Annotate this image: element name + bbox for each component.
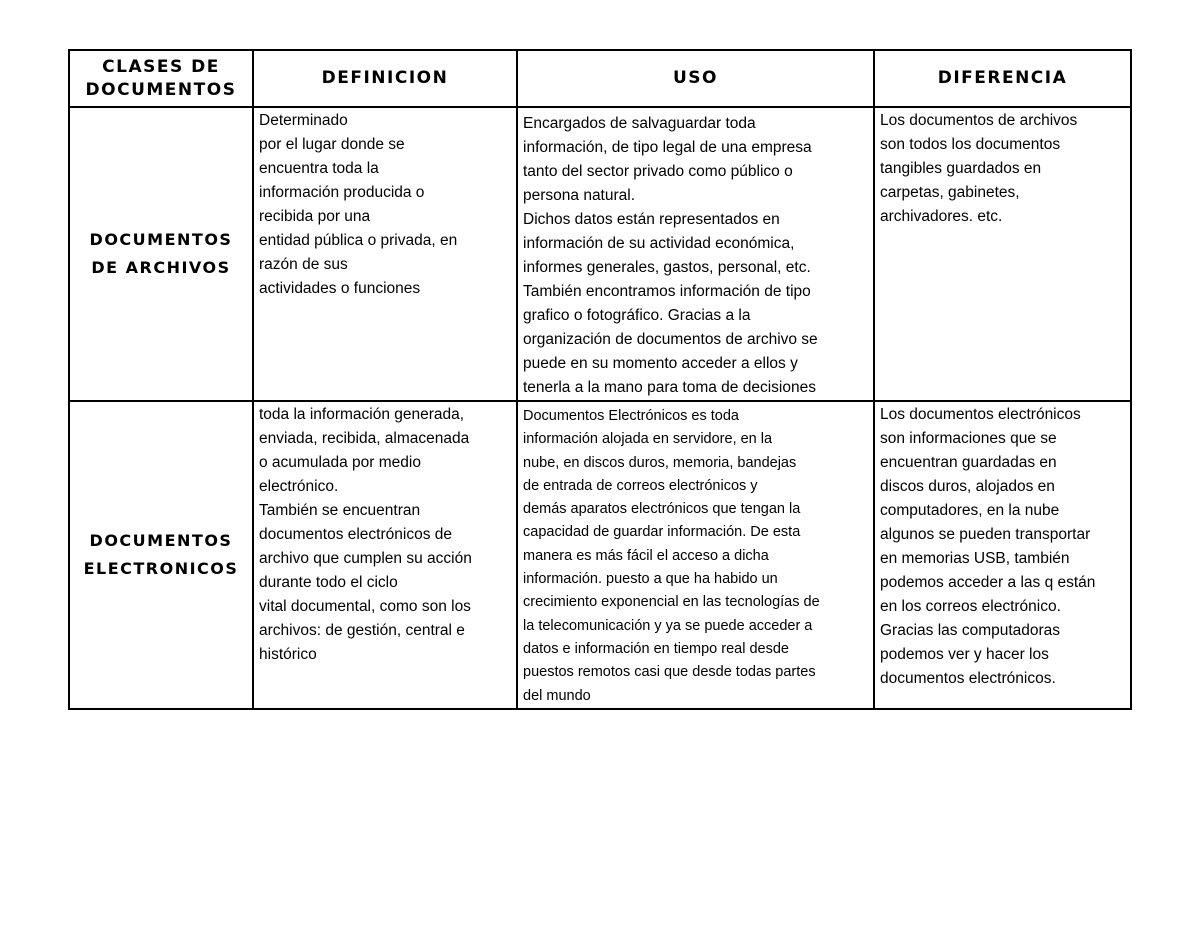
row-label-documentos-archivos: DOCUMENTOS DE ARCHIVOS xyxy=(89,230,233,277)
cell-diferencia-electronicos: Los documentos electrónicos son informaciones que se encuentran guardadas en discos duros, alojados en computadores, en la nube algunos se pueden transportar en memorias USB, también podemos acceder a las q están en los correos electrónico. Gracias las computadoras podemos ver y hacer los documentos electrónicos. xyxy=(880,406,1096,687)
column-divider xyxy=(252,49,254,710)
cell-definicion-electronicos: toda la información generada, enviada, recibida, almacenada o acumulada por medio electrónico. También se encuentran documentos electrónicos de archivo que cumplen su acción durante todo el ciclo vital documental, como son los archivos: de gestión, central e histórico xyxy=(259,406,472,663)
cell-diferencia-archivos: Los documentos de archivos son todos los documentos tangibles guardados en carpetas, gabinetes, archivadores. etc. xyxy=(880,112,1078,225)
header-definicion: DEFINICION xyxy=(321,68,449,88)
header-diferencia: DIFERENCIA xyxy=(937,68,1068,88)
cell-uso-electronicos: Documentos Electrónicos es toda información alojada en servidore, en la nube, en discos duros, memoria, bandejas de entrada de correos electrónicos y demás aparatos electrónicos que tengan la capacidad de guardar información. De esta manera es más fácil el acceso a dicha información. puesto a que ha habido un crecimiento exponencial en las tecnologías de la telecomunicación y ya se puede acceder a datos e información en tiempo real desde puestos remotos casi que desde todas partes del mundo xyxy=(523,408,820,704)
column-divider xyxy=(873,49,875,710)
header-clases: CLASES DE DOCUMENTOS xyxy=(85,56,237,100)
cell-uso-archivos: Encargados de salvaguardar toda información, de tipo legal de una empresa tanto del sector privado como público o persona natural. Dichos datos están representados en información de su actividad económica, informes generales, gastos, personal, etc. También encontramos información de tipo grafico o fotográfico. Gracias a la organización de documentos de archivo se puede en su momento acceder a ellos y tenerla a la mano para toma de decisiones xyxy=(523,115,818,396)
cell-definicion-archivos: Determinado por el lugar donde se encuentra toda la información producida o recibida por una entidad pública o privada, en razón de sus actividades o funciones xyxy=(259,112,458,297)
header-uso: USO xyxy=(673,68,718,88)
row-label-documentos-electronicos: DOCUMENTOS ELECTRONICOS xyxy=(83,531,239,578)
column-divider xyxy=(516,49,518,710)
